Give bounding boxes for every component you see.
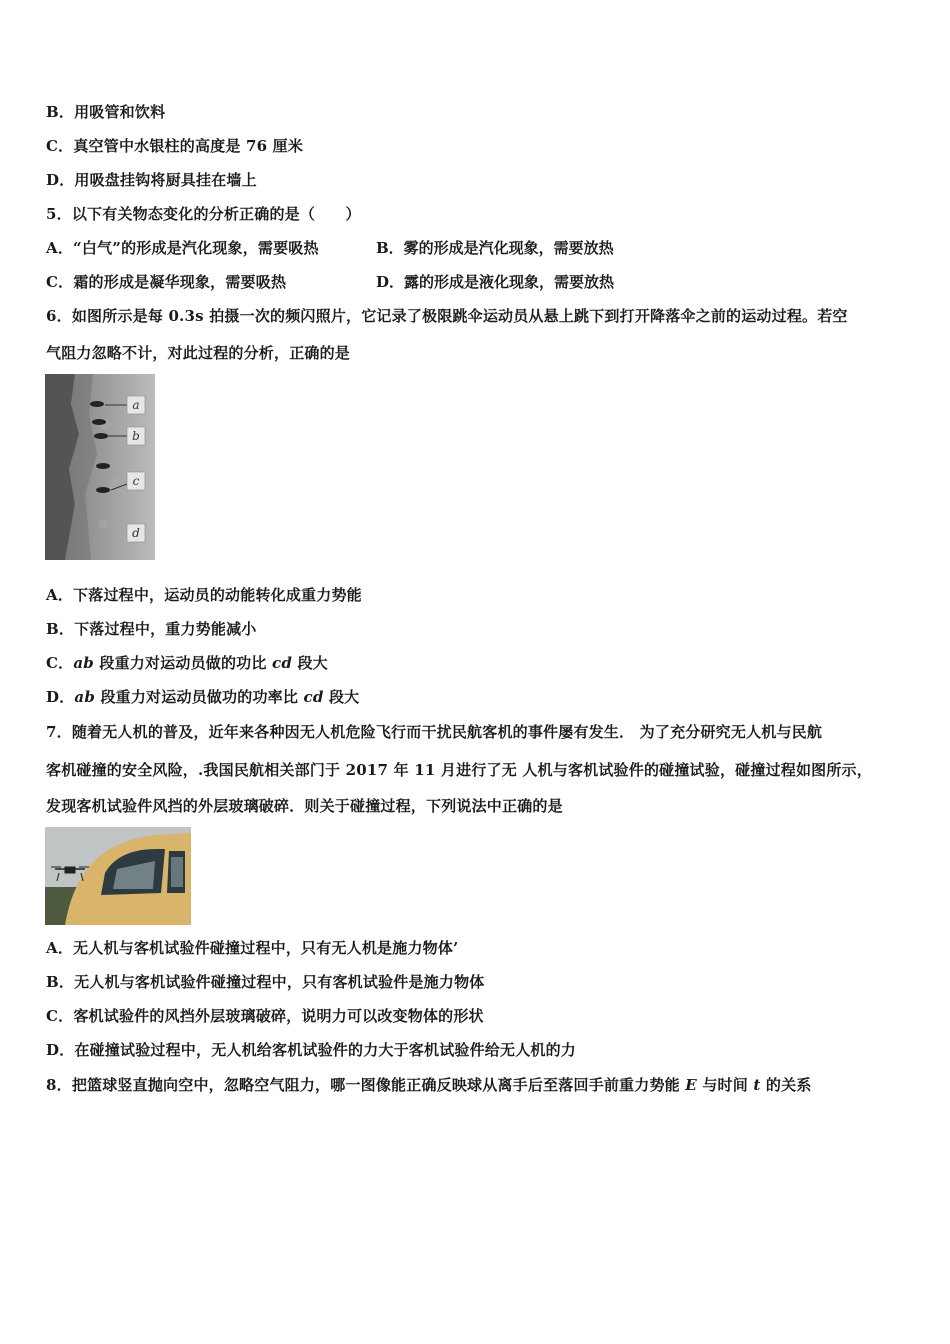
- figure-label-b: b: [132, 429, 140, 443]
- q6-option-c: C．ab 段重力对运动员做的功比 cd 段大: [46, 654, 328, 672]
- q4-option-d: D．用吸盘挂钩将厨具挂在墙上: [46, 171, 257, 189]
- q5-option-a: A．“白气”的形成是汽化现象，需要吸热: [46, 239, 319, 257]
- q6-option-a: A．下落过程中，运动员的动能转化成重力势能: [46, 586, 362, 604]
- q7-stem-line2: 客机碰撞的安全风险，.我国民航相关部门于 2017 年 11 月进行了无 人机与客机试验件的碰撞试验，碰撞过程如图所示，: [46, 761, 872, 779]
- skydiver-strobe-photo: [45, 374, 155, 560]
- q8-stem: 8．把篮球竖直抛向空中，忽略空气阻力，哪一图像能正确反映球从离手后至落回手前重力势能 E 与时间 t 的关系: [46, 1076, 812, 1094]
- q7-option-a: A．无人机与客机试验件碰撞过程中，只有无人机是施力物体’: [46, 939, 459, 957]
- q6-stem-line1: 6．如图所示是每 0.3s 拍摄一次的频闪照片，它记录了极限跳伞运动员从悬上跳下到打开降落伞之前的运动过程。若空: [46, 307, 848, 325]
- q7-option-d: D．在碰撞试验过程中，无人机给客机试验件的力大于客机试验件给无人机的力: [46, 1041, 577, 1059]
- drone-collision-photo: [45, 827, 191, 925]
- figure-label-a: a: [132, 398, 140, 412]
- q4-option-c: C．真空管中水银柱的高度是 76 厘米: [46, 137, 304, 155]
- q5-option-c: C．霜的形成是凝华现象，需要吸热: [46, 273, 287, 291]
- q5-option-b: B．雾的形成是汽化现象，需要放热: [376, 239, 614, 257]
- q7-stem-line1: 7．随着无人机的普及，近年来各种因无人机危险飞行而干扰民航客机的事件屡有发生． 为了充分研究无人机与民航: [46, 723, 823, 741]
- q7-stem-line3: 发现客机试验件风挡的外层玻璃破碎．则关于碰撞过程，下列说法中正确的是: [46, 797, 563, 815]
- q5-option-d: D．露的形成是液化现象，需要放热: [376, 273, 615, 291]
- q7-option-b: B．无人机与客机试验件碰撞过程中，只有客机试验件是施力物体: [46, 973, 485, 991]
- q5-stem: 5．以下有关物态变化的分析正确的是（ ）: [46, 205, 361, 223]
- q6-stem-line2: 气阻力忽略不计，对此过程的分析，正确的是: [46, 344, 351, 362]
- q6-option-d: D．ab 段重力对运动员做功的功率比 cd 段大: [46, 688, 360, 706]
- q4-option-b: B．用吸管和饮料: [46, 103, 166, 121]
- q6-option-b: B．下落过程中，重力势能减小: [46, 620, 257, 638]
- q7-option-c: C．客机试验件的风挡外层玻璃破碎，说明力可以改变物体的形状: [46, 1007, 484, 1025]
- figure-label-c: c: [132, 474, 140, 488]
- figure-label-d: d: [132, 526, 140, 540]
